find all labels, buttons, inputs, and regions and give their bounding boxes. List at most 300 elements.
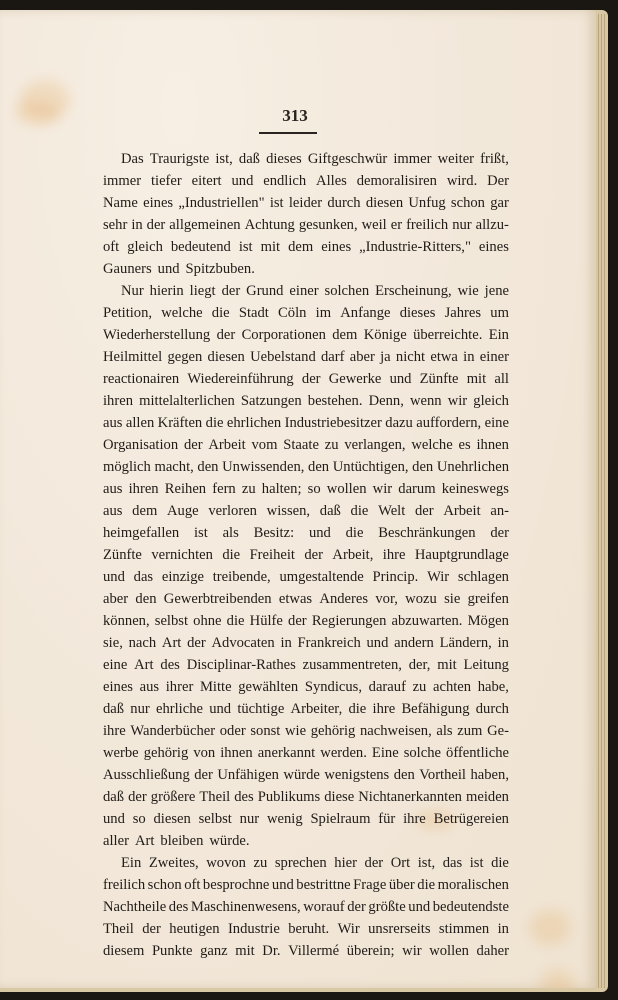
word: frißt, — [480, 151, 509, 167]
word: es — [458, 437, 471, 453]
word: Wanderbücher — [130, 723, 216, 739]
text-line — [103, 302, 509, 324]
word: Theil — [199, 789, 231, 805]
word: Zünfte — [419, 371, 459, 387]
word: wenigstens — [324, 767, 390, 783]
word: überein; — [346, 943, 395, 959]
word: der — [347, 899, 366, 915]
word: als — [436, 723, 453, 739]
word: öffentliche — [446, 745, 509, 761]
word: das — [442, 855, 463, 871]
word: dieses — [266, 151, 302, 167]
word: fern — [212, 481, 236, 497]
word: zu — [412, 679, 427, 695]
word: oft — [184, 877, 201, 893]
word: Das — [121, 151, 144, 167]
word: vernichten — [151, 547, 213, 563]
text-line — [103, 170, 509, 192]
word: ist — [269, 195, 284, 211]
word: Besitz: — [253, 525, 295, 541]
word: selbst — [154, 613, 189, 629]
word: Arbeiter, — [290, 701, 343, 717]
word: Frankreich — [297, 635, 361, 651]
word: Untüchtigen, — [332, 459, 409, 475]
word: und — [209, 701, 232, 717]
word: ehrliche — [155, 701, 203, 717]
word: dazu — [385, 415, 413, 431]
paper-stain — [540, 970, 575, 988]
word: des — [168, 899, 189, 915]
word: Anderes — [319, 591, 369, 607]
word: wie — [285, 723, 307, 739]
word: dem — [132, 503, 158, 519]
word: andern — [394, 635, 434, 651]
word: ihre — [382, 547, 406, 563]
word: der — [187, 635, 206, 651]
word: ehrlichen — [226, 415, 282, 431]
word: Traurigste — [149, 151, 210, 167]
word: Arbeit — [208, 437, 246, 453]
word: einer — [479, 349, 509, 365]
word: schon — [450, 195, 485, 211]
text-line — [103, 610, 509, 632]
word: ist, — [215, 151, 233, 167]
word: Gauners — [103, 261, 152, 277]
word: zum — [457, 723, 483, 739]
word: Corporationen — [241, 327, 326, 343]
word: Anfange — [340, 305, 391, 321]
word: welche — [411, 437, 453, 453]
word: Wir — [337, 921, 360, 937]
word: sehr — [103, 217, 128, 233]
word: gehörig — [310, 723, 356, 739]
word: der — [128, 789, 147, 805]
word: treibende, — [212, 569, 271, 585]
word: abzuwarten. — [391, 613, 463, 629]
word: bestrittne — [296, 877, 351, 893]
word: Ländern, — [439, 635, 492, 651]
word: weiter — [437, 151, 475, 167]
word: das — [133, 569, 154, 585]
word: in — [497, 921, 509, 937]
word: Nur — [121, 283, 144, 299]
word: ist — [469, 855, 484, 871]
text-line — [103, 544, 509, 566]
word: Ein — [121, 855, 142, 871]
word: Arbeit — [443, 503, 481, 519]
word: sie — [444, 591, 461, 607]
text-line — [103, 896, 509, 918]
word: Könige — [363, 327, 407, 343]
word: eines — [478, 239, 509, 255]
word: daher — [476, 943, 509, 959]
word: ohne — [193, 613, 222, 629]
word: Reihen — [164, 481, 207, 497]
word: ja — [380, 349, 391, 365]
word: Mitte — [199, 679, 232, 695]
word: solche — [403, 745, 441, 761]
word: des — [234, 789, 254, 805]
word: Befähigung — [401, 701, 470, 717]
word: die — [348, 701, 367, 717]
page-number-rule — [259, 132, 317, 134]
word: Freiheit — [249, 547, 295, 563]
word: wovon — [206, 855, 246, 871]
word: Grund — [246, 283, 284, 299]
word: Zünfte — [103, 547, 142, 563]
word: bestehen. — [307, 393, 363, 409]
word: und — [103, 569, 125, 585]
word: „Industriellen" — [178, 195, 265, 211]
word: die — [345, 525, 364, 541]
word: aus — [103, 503, 123, 519]
word: in — [131, 217, 143, 233]
word: mittelalterlichen — [139, 393, 235, 409]
text-line — [103, 654, 509, 676]
word: allzu- — [475, 217, 509, 233]
word: gar — [490, 195, 509, 211]
word: Nachtheile — [103, 899, 167, 915]
word: tiefer — [150, 173, 182, 189]
word: zu — [253, 855, 268, 871]
word: achten — [433, 679, 472, 695]
word: Giftgeschwür — [307, 151, 388, 167]
word: welche — [161, 305, 203, 321]
word: würde — [283, 767, 320, 783]
word: dem — [288, 239, 314, 255]
word: daß — [319, 503, 341, 519]
page-edge-line — [601, 14, 602, 988]
word: nach — [128, 635, 157, 651]
word: reactionairen — [103, 371, 180, 387]
word: aus — [139, 679, 160, 695]
word: und — [389, 371, 412, 387]
text-line — [103, 368, 509, 390]
word: jene — [484, 283, 509, 299]
word: zu — [241, 481, 256, 497]
word: „Industrie-Ritters," — [359, 239, 471, 255]
word: aber — [349, 349, 375, 365]
word: allgemeinen — [169, 217, 241, 233]
word: Jahres — [444, 305, 482, 321]
word: der — [221, 283, 241, 299]
word: zu — [324, 437, 339, 453]
word: Unwissenden, — [222, 459, 305, 475]
word: die — [350, 503, 369, 519]
word: über — [388, 877, 415, 893]
text-line — [103, 786, 509, 808]
word: ist, — [417, 855, 436, 871]
word: in — [497, 635, 509, 651]
word: verloren — [208, 503, 257, 519]
text-line — [103, 412, 509, 434]
word: aller — [103, 833, 129, 849]
word: Welt — [378, 503, 406, 519]
word: er — [390, 217, 403, 233]
word: Industriebesitzer — [284, 415, 382, 431]
word: der — [364, 855, 384, 871]
word: ganz — [200, 943, 228, 959]
word: bedeutend — [170, 239, 231, 255]
word: Wir — [427, 569, 450, 585]
paper-stain — [15, 100, 60, 125]
word: Hauptgrundlage — [414, 547, 509, 563]
text-line — [103, 192, 509, 214]
word: Zweites, — [148, 855, 199, 871]
word: Betrügereien — [433, 811, 509, 827]
word: Villermé — [288, 943, 340, 959]
word: größte — [368, 899, 406, 915]
word: ihnen — [220, 745, 253, 761]
word: in — [463, 349, 475, 365]
word: wollen — [429, 943, 469, 959]
word: Wiederherstellung — [103, 327, 211, 343]
word: Disciplinar-Rathes — [186, 657, 296, 673]
word: gegen — [167, 349, 203, 365]
word: selbst — [198, 811, 232, 827]
text-line — [103, 456, 509, 478]
word: ihre — [372, 701, 396, 717]
word: der — [301, 371, 321, 387]
text-line — [103, 522, 509, 544]
word: Ein — [488, 327, 509, 343]
word: hier — [334, 855, 357, 871]
text-line — [103, 830, 509, 852]
word: Publikums — [257, 789, 321, 805]
word: wir — [372, 481, 393, 497]
text-line — [103, 566, 509, 588]
word: Cöln — [278, 305, 307, 321]
word: gehörig — [143, 745, 189, 761]
word: Spielraum — [310, 811, 371, 827]
text-line — [103, 940, 509, 962]
word: größere — [150, 789, 196, 805]
word: Spitzbuben. — [185, 261, 255, 277]
word: mit — [235, 943, 255, 959]
word: daß — [103, 701, 125, 717]
word: Stadt — [238, 305, 269, 321]
word: Gewerbtreibenden — [163, 591, 272, 607]
word: Advocaten — [211, 635, 275, 651]
word: und — [408, 899, 431, 915]
word: nachweisen, — [360, 723, 432, 739]
word: ist — [193, 525, 208, 541]
word: Nichtanerkannten — [358, 789, 462, 805]
word: Unfähigen — [217, 767, 279, 783]
text-line — [103, 874, 509, 896]
word: Auge — [167, 503, 199, 519]
word: Uebelstand — [250, 349, 316, 365]
word: möglich — [103, 459, 151, 475]
word: eines — [143, 195, 174, 211]
word: gleich — [473, 393, 509, 409]
word: haben, — [470, 767, 509, 783]
word: nicht — [395, 349, 426, 365]
text-line — [103, 434, 509, 456]
word: vom — [251, 437, 278, 453]
word: heutigen — [169, 921, 220, 937]
word: beruht. — [288, 921, 330, 937]
word: allen — [125, 415, 155, 431]
word: einzige — [161, 569, 204, 585]
word: Theil — [103, 921, 134, 937]
word: heimgefallen — [103, 525, 180, 541]
text-line — [103, 390, 509, 412]
word: des — [160, 657, 180, 673]
word: sprechen — [274, 855, 327, 871]
word: Art — [134, 833, 155, 849]
word: bleiben — [160, 833, 204, 849]
word: eine — [484, 415, 509, 431]
word: aus — [103, 415, 123, 431]
word: Kräften — [157, 415, 203, 431]
word: anerkannt — [257, 745, 316, 761]
word: der — [288, 613, 307, 629]
word: und — [157, 261, 180, 277]
word: Erscheinung, — [375, 283, 452, 299]
word: um — [490, 305, 509, 321]
word: nur — [130, 701, 150, 717]
word: wir — [402, 943, 422, 959]
word: liegt — [189, 283, 216, 299]
word: darum — [398, 481, 436, 497]
word: besprochne — [202, 877, 270, 893]
word: der — [415, 503, 434, 519]
word: daß — [238, 151, 260, 167]
word: immer — [393, 151, 432, 167]
word: mit — [466, 371, 487, 387]
word: gesunken, — [298, 217, 358, 233]
word: habe, — [477, 679, 509, 695]
word: Regierungen — [311, 613, 387, 629]
word: Beschränkungen — [378, 525, 476, 541]
text-line — [103, 346, 509, 368]
word: ihre — [103, 723, 126, 739]
word: darf — [321, 349, 345, 365]
word: den — [412, 459, 434, 475]
word: Unfug — [408, 195, 446, 211]
word: ihren — [103, 393, 133, 409]
word: Ort — [390, 855, 411, 871]
word: hierin — [149, 283, 184, 299]
word: schlagen — [457, 569, 509, 585]
word: nur — [452, 217, 472, 233]
text-line — [103, 500, 509, 522]
word: können, — [103, 613, 150, 629]
word: darauf — [368, 679, 406, 695]
word: eines — [103, 679, 133, 695]
word: den — [135, 591, 157, 607]
word: diesen — [207, 349, 245, 365]
word: ihren — [128, 481, 159, 497]
text-line — [103, 764, 509, 786]
word: aber — [103, 591, 129, 607]
word: der — [216, 327, 236, 343]
word: all — [494, 371, 509, 387]
text-line — [103, 588, 509, 610]
word: Unehrlichen — [436, 459, 509, 475]
word: diese — [324, 789, 355, 805]
word: und — [308, 525, 331, 541]
word: Industrie — [227, 921, 280, 937]
word: zusammentreten, — [302, 657, 402, 673]
text-line — [103, 808, 509, 830]
word: Petition, — [103, 305, 153, 321]
word: der — [490, 525, 509, 541]
word: werbe — [103, 745, 139, 761]
text-line — [103, 236, 509, 258]
word: Punkte — [151, 943, 193, 959]
word: sie, — [103, 635, 123, 651]
word: Denn, — [368, 393, 404, 409]
word: so — [307, 481, 321, 497]
text-line — [103, 214, 509, 236]
word: die — [491, 855, 509, 871]
word: bedeutendste — [432, 899, 509, 915]
word: als — [222, 525, 239, 541]
text-line — [103, 324, 509, 346]
word: im — [315, 305, 332, 321]
word: unsrerseits — [368, 921, 431, 937]
word: Art — [134, 657, 154, 673]
word: mit — [260, 239, 281, 255]
word: Maschinenwesens, — [190, 899, 301, 915]
text-line — [103, 698, 509, 720]
word: endlich — [263, 173, 307, 189]
page-edge-line — [598, 14, 599, 988]
word: ihre — [403, 811, 426, 827]
page-edge-line — [604, 14, 605, 988]
word: und — [271, 877, 294, 893]
word: der — [194, 767, 213, 783]
word: ihrer — [165, 679, 194, 695]
word: vor, — [375, 591, 398, 607]
word: überreichte. — [413, 327, 483, 343]
word: Hülfe — [249, 613, 283, 629]
word: freilich — [406, 217, 449, 233]
word: Wiedereinführung — [187, 371, 294, 387]
word: den — [393, 767, 415, 783]
word: oder — [219, 723, 246, 739]
word: eitert — [191, 173, 222, 189]
word: Syndicus, — [304, 679, 363, 695]
word: demoralisiren — [356, 173, 437, 189]
word: Arbeit, — [332, 547, 374, 563]
word: diesen — [365, 195, 404, 211]
word: wollen — [326, 481, 367, 497]
word: auffordern, — [416, 415, 482, 431]
text-line — [103, 478, 509, 500]
word: die — [211, 305, 230, 321]
word: wir — [447, 393, 468, 409]
word: der — [146, 217, 166, 233]
word: an- — [490, 503, 509, 519]
word: so — [132, 811, 146, 827]
page-number: 313 — [282, 106, 308, 125]
word: und — [103, 811, 125, 827]
word: greifen — [467, 591, 509, 607]
word: oft — [103, 239, 120, 255]
word: Alles — [316, 173, 347, 189]
text-line — [103, 280, 509, 302]
word: Staate — [283, 437, 319, 453]
text-line — [103, 258, 509, 280]
word: schon — [147, 877, 182, 893]
word: halten; — [261, 481, 302, 497]
word: solchen — [324, 283, 370, 299]
word: wird. — [446, 173, 478, 189]
text-line — [103, 742, 509, 764]
